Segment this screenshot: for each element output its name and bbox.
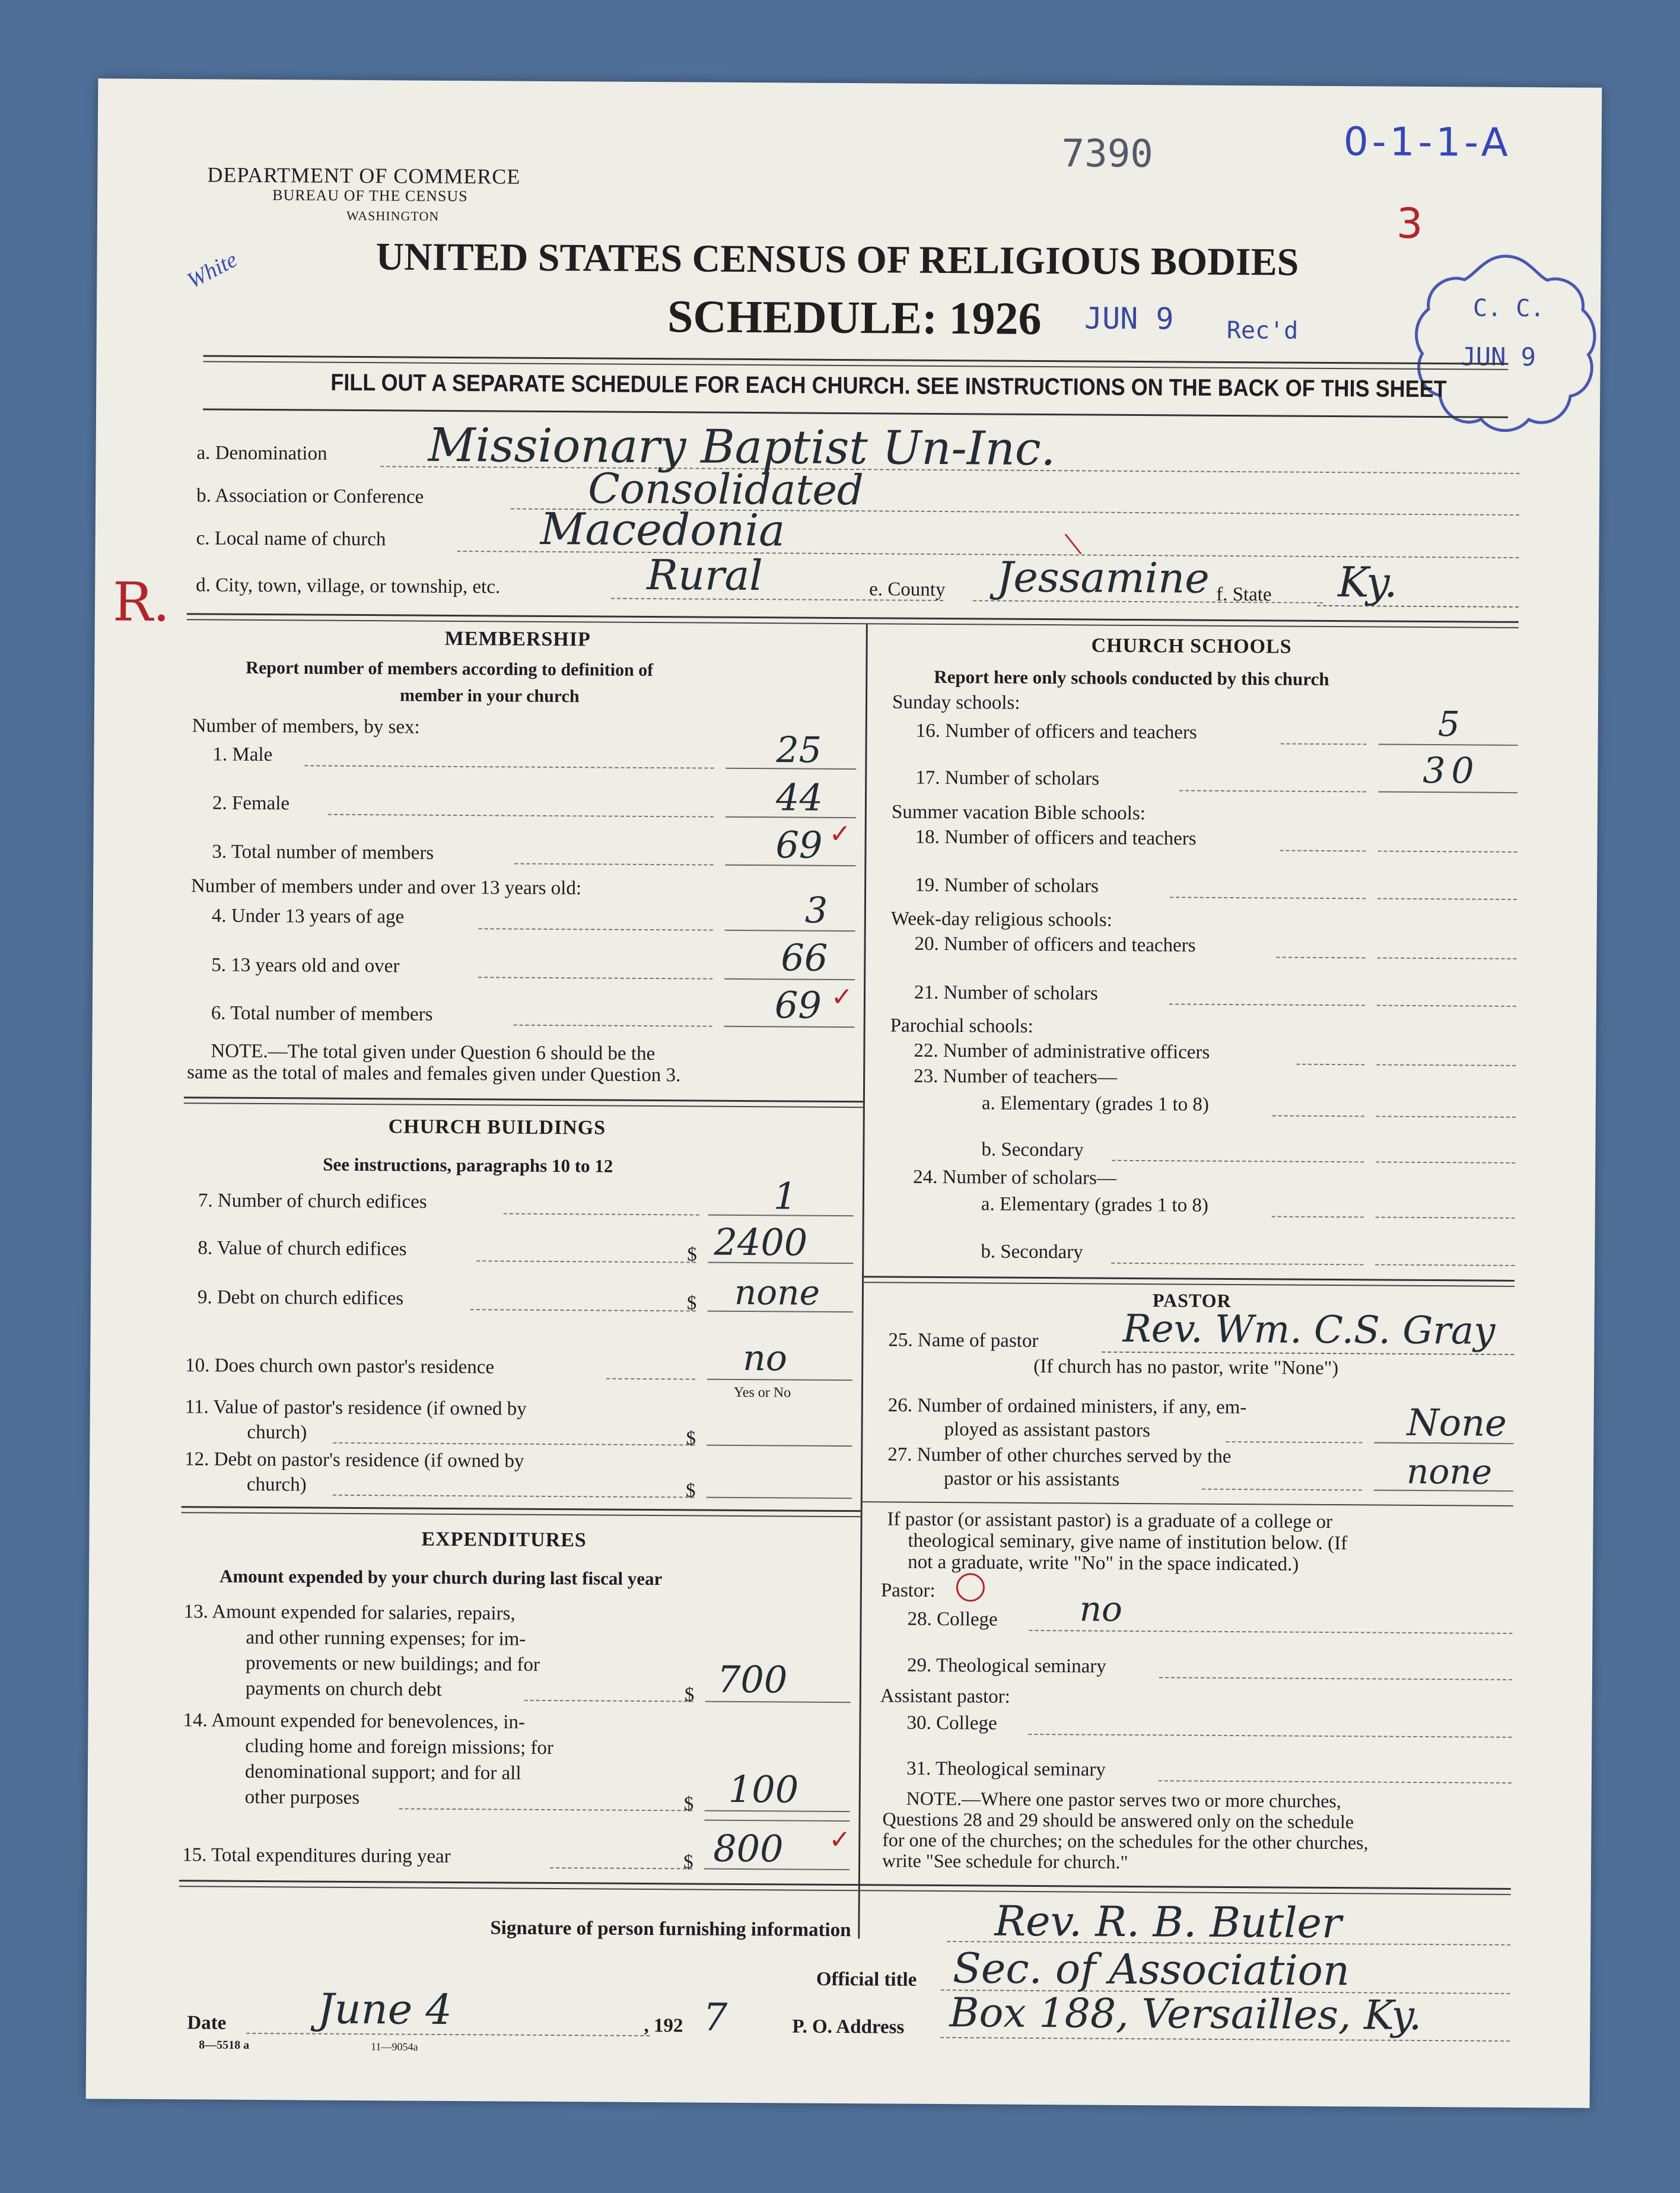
q18-label: 18. Number of officers and teachers	[915, 826, 1197, 850]
q23b-label: b. Secondary	[981, 1139, 1084, 1161]
q2-label: 2. Female	[212, 792, 290, 815]
q28-value: no	[1079, 1588, 1123, 1629]
q6-check-mark: ✓	[831, 982, 854, 1012]
form-number: 8—5518 a	[199, 2038, 250, 2052]
q24-label: 24. Number of scholars—	[913, 1166, 1117, 1189]
assistant-pastor-label: Assistant pastor:	[880, 1685, 1010, 1708]
association-label: b. Association or Conference	[196, 485, 424, 508]
summer-schools-label: Summer vacation Bible schools:	[891, 801, 1146, 825]
q11-label-2: church)	[247, 1421, 307, 1444]
yes-no-hint: Yes or No	[733, 1384, 791, 1401]
red-circle-mark	[956, 1573, 985, 1601]
seal-initials: C. C.	[1472, 294, 1545, 323]
q29-label: 29. Theological seminary	[907, 1654, 1106, 1677]
q7-value: 1	[773, 1174, 797, 1218]
red-check-mark: \	[1061, 523, 1084, 564]
q10-value: no	[743, 1337, 788, 1380]
seal-date: JUN 9	[1461, 342, 1536, 372]
membership-note-2: same as the total of males and females given under Question 3.	[187, 1061, 681, 1086]
graduate-note-3: not a graduate, write "No" in the space indicated.)	[908, 1551, 1299, 1575]
q25-value: Rev. Wm. C.S. Gray	[1122, 1307, 1496, 1353]
q9-value: none	[734, 1272, 820, 1313]
pastor-note-1: NOTE.—Where one pastor serves two or more churches,	[906, 1787, 1341, 1812]
q12-label-2: church)	[246, 1473, 307, 1496]
q23-label: 23. Number of teachers—	[914, 1065, 1118, 1088]
census-schedule-form	[86, 78, 1602, 2108]
q3-value: 69	[775, 823, 823, 867]
expenditures-sub: Amount expended by your church during last fiscal year	[219, 1565, 663, 1590]
q4-label: 4. Under 13 years of age	[211, 905, 405, 928]
q24a-label: a. Elementary (grades 1 to 8)	[981, 1193, 1208, 1216]
q30-label: 30. College	[906, 1712, 997, 1734]
po-address-value: Box 188, Versailles, Ky.	[949, 1989, 1422, 2039]
church-schools-heading: CHURCH SCHOOLS	[1091, 634, 1292, 658]
q13-label-3: provements or new buildings; and for	[246, 1652, 540, 1676]
schedule-year: SCHEDULE: 1926	[667, 290, 1042, 345]
sunday-schools-label: Sunday schools:	[892, 691, 1020, 714]
department-name: DEPARTMENT OF COMMERCE	[207, 163, 521, 189]
membership-sub-1: Report number of members according to definition of	[246, 657, 654, 681]
q12-label-1: 12. Debt on pastor's residence (if owned by	[184, 1448, 524, 1472]
weekday-schools-label: Week-day religious schools:	[890, 908, 1112, 931]
q14-label-4: other purposes	[244, 1786, 360, 1809]
q27-label-1: 27. Number of other churches served by the	[887, 1444, 1232, 1467]
received-date-stamp: JUN 9	[1084, 301, 1174, 336]
signature-label: Signature of person furnishing information	[490, 1917, 851, 1941]
pastor-heading: PASTOR	[1152, 1289, 1232, 1311]
q27-value: none	[1406, 1451, 1493, 1492]
q4-value: 3	[804, 889, 828, 932]
city-label: d. City, town, village, or township, etc.	[196, 574, 501, 598]
q5-value: 66	[781, 936, 828, 980]
q13-label-2: and other running expenses; for im-	[246, 1626, 526, 1650]
q13-label-4: payments on church debt	[245, 1677, 442, 1701]
q5-label: 5. 13 years old and over	[211, 954, 400, 977]
church-buildings-sub: See instructions, paragraphs 10 to 12	[323, 1153, 613, 1177]
county-value: Jessamine	[997, 552, 1210, 603]
official-title-value: Sec. of Association	[952, 1944, 1350, 1995]
denomination-value: Missionary Baptist Un-Inc.	[428, 418, 1056, 476]
instruction-banner: FILL OUT A SEPARATE SCHEDULE FOR EACH CHURCH. SEE INSTRUCTIONS ON THE BACK OF THIS SHEET	[330, 369, 1447, 403]
q17-value: 30	[1423, 749, 1480, 792]
q13-label-1: 13. Amount expended for salaries, repairs,	[183, 1601, 516, 1625]
local-name-value: Macedonia	[540, 503, 785, 557]
q11-dollar: $	[686, 1428, 696, 1450]
q6-label: 6. Total number of members	[211, 1002, 433, 1025]
q15-check-mark: ✓	[829, 1825, 851, 1855]
pastor-label: Pastor:	[880, 1579, 936, 1601]
by-age-label: Number of members under and over 13 years old:	[191, 875, 582, 900]
parochial-schools-label: Parochial schools:	[890, 1015, 1033, 1037]
q22-label: 22. Number of administrative officers	[914, 1040, 1210, 1063]
q14-label-1: 14. Amount expended for benevolences, in-	[183, 1709, 526, 1733]
q3-label: 3. Total number of members	[212, 841, 434, 864]
q16-value: 5	[1437, 704, 1460, 745]
church-schools-sub: Report here only schools conducted by this church	[934, 666, 1329, 689]
q15-label: 15. Total expenditures during year	[182, 1844, 451, 1867]
q2-value: 44	[775, 776, 823, 819]
q9-label: 9. Debt on church edifices	[197, 1286, 404, 1310]
q19-label: 19. Number of scholars	[915, 874, 1099, 897]
expenditures-heading: EXPENDITURES	[421, 1528, 587, 1552]
form-title: UNITED STATES CENSUS OF RELIGIOUS BODIES	[376, 235, 1299, 284]
washington-label: WASHINGTON	[346, 208, 440, 224]
church-buildings-heading: CHURCH BUILDINGS	[388, 1115, 606, 1139]
q23a-label: a. Elementary (grades 1 to 8)	[981, 1092, 1210, 1115]
received-stamp: Rec'd	[1226, 316, 1299, 345]
q15-value: 800	[712, 1826, 784, 1871]
print-number: 11—9054a	[371, 2041, 418, 2053]
pastor-note-4: write "See schedule for church."	[882, 1849, 1128, 1873]
graduate-note-1: If pastor (or assistant pastor) is a graduate of a college or	[887, 1508, 1333, 1533]
pastor-note-2: Questions 28 and 29 should be answered only on the schedule	[882, 1808, 1354, 1833]
q12-dollar: $	[685, 1480, 696, 1502]
signature-value: Rev. R. B. Butler	[994, 1896, 1342, 1948]
membership-note-1: NOTE.—The total given under Question 6 should be the	[211, 1040, 656, 1065]
r-mark: R.	[112, 571, 170, 634]
q10-label: 10. Does church own pastor's residence	[185, 1355, 495, 1378]
q6-value: 69	[774, 983, 822, 1027]
q24b-label: b. Secondary	[981, 1241, 1083, 1263]
q26-value: None	[1407, 1400, 1507, 1445]
q1-value: 25	[776, 729, 822, 771]
q14-dollar: $	[683, 1793, 694, 1815]
q9-dollar: $	[686, 1292, 697, 1314]
bureau-name: BUREAU OF THE CENSUS	[272, 186, 468, 205]
date-label: Date	[187, 2012, 227, 2034]
q27-label-2: pastor or his assistants	[943, 1468, 1120, 1490]
q26-label-1: 26. Number of ordained ministers, if any, em-	[887, 1394, 1247, 1419]
q3-check-mark: ✓	[829, 819, 851, 849]
q26-label-2: ployed as assistant pastors	[944, 1419, 1151, 1442]
q21-label: 21. Number of scholars	[914, 981, 1098, 1005]
q8-dollar: $	[687, 1244, 697, 1266]
q28-label: 28. College	[907, 1608, 998, 1631]
year-digit: 7	[703, 1995, 728, 2040]
q20-label: 20. Number of officers and teachers	[914, 933, 1196, 956]
q25-note: (If church has no pastor, write "None")	[1033, 1355, 1339, 1380]
graduate-note-2: theological seminary, give name of institution below. (If	[908, 1530, 1348, 1555]
q11-label-1: 11. Value of pastor's residence (if owned by	[184, 1396, 527, 1420]
q7-label: 7. Number of church edifices	[198, 1190, 427, 1213]
po-address-label: P. O. Address	[792, 2016, 905, 2038]
q13-value: 700	[717, 1657, 788, 1702]
q8-value: 2400	[714, 1220, 808, 1264]
county-label: e. County	[869, 579, 946, 601]
white-note: White	[183, 247, 241, 294]
q14-label-2: cluding home and foreign missions; for	[245, 1735, 554, 1759]
state-value: Ky.	[1338, 558, 1398, 607]
by-sex-label: Number of members, by sex:	[192, 715, 420, 738]
denomination-label: a. Denomination	[196, 442, 327, 465]
schedule-number-stamp: 7390	[1061, 132, 1154, 177]
official-title-label: Official title	[816, 1968, 917, 1991]
classification-code: 0-1-1-A	[1343, 119, 1512, 166]
city-value: Rural	[647, 550, 763, 600]
q15-dollar: $	[683, 1851, 693, 1873]
state-label: f. State	[1216, 583, 1272, 606]
year-prefix: , 192	[644, 2014, 683, 2037]
q25-label: 25. Name of pastor	[888, 1329, 1039, 1352]
q17-label: 17. Number of scholars	[915, 767, 1100, 790]
membership-sub-2: member in your church	[399, 685, 580, 707]
q14-value: 100	[728, 1767, 799, 1811]
q1-label: 1. Male	[212, 743, 273, 766]
q31-label: 31. Theological seminary	[906, 1757, 1106, 1781]
q14-label-3: denominational support; and for all	[244, 1760, 521, 1784]
pastor-note-3: for one of the churches; on the schedules for the other churches,	[882, 1829, 1369, 1854]
q8-label: 8. Value of church edifices	[198, 1237, 407, 1260]
red-number-mark: 3	[1396, 199, 1423, 248]
date-value: June 4	[317, 1984, 453, 2034]
q16-label: 16. Number of officers and teachers	[915, 720, 1197, 743]
q13-dollar: $	[684, 1684, 695, 1706]
local-name-label: c. Local name of church	[196, 527, 386, 551]
association-value: Consolidated	[587, 464, 864, 515]
membership-heading: MEMBERSHIP	[444, 627, 591, 651]
